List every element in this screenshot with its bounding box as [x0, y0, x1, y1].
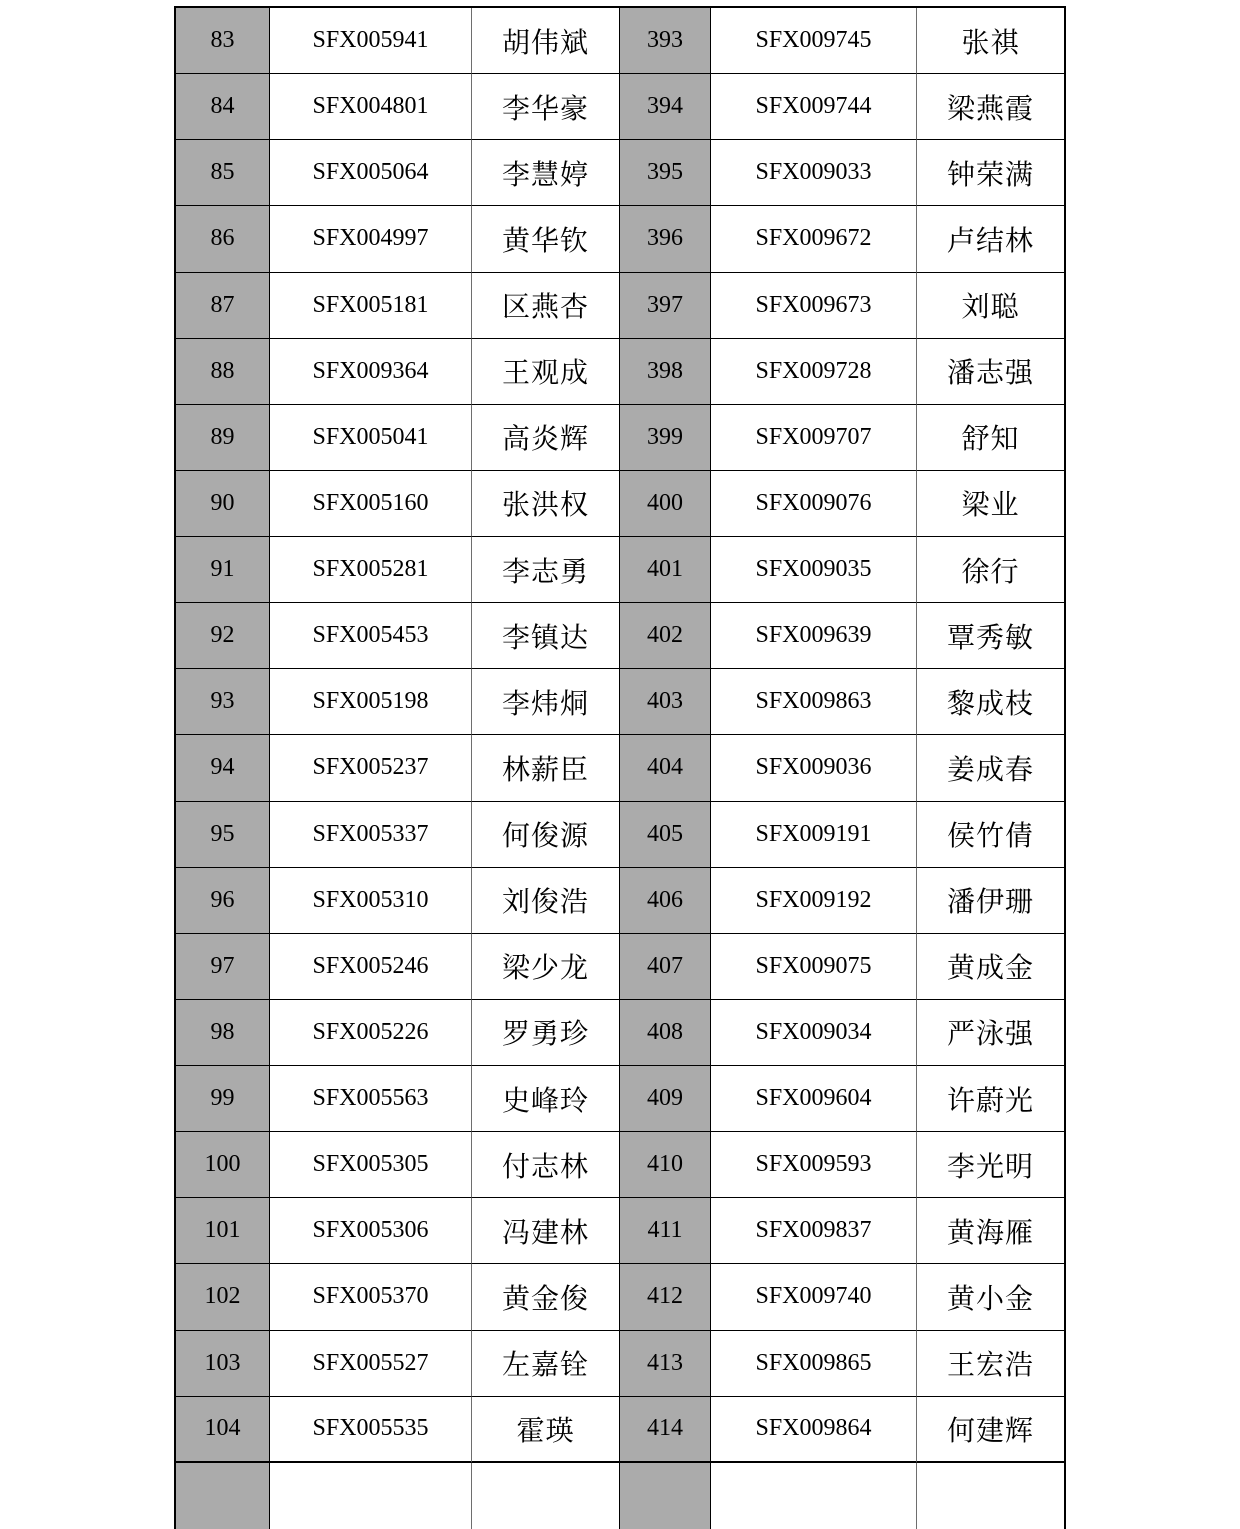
row-no-cell: 97	[176, 934, 270, 1000]
candidate-name-cell: 李志勇	[472, 537, 620, 603]
candidate-name-cell: 黄小金	[917, 1264, 1064, 1330]
candidate-id-cell: SFX005941	[270, 8, 472, 74]
candidate-id-cell: SFX004997	[270, 206, 472, 272]
row-no-cell: 101	[176, 1198, 270, 1264]
row-no-cell: 393	[620, 8, 711, 74]
row-no-cell: 412	[620, 1264, 711, 1330]
row-no-cell: 104	[176, 1397, 270, 1463]
candidate-id-cell: SFX009740	[711, 1264, 917, 1330]
row-no-cell: 95	[176, 802, 270, 868]
candidate-name-cell: 胡伟斌	[472, 8, 620, 74]
candidate-id-cell: SFX005453	[270, 603, 472, 669]
row-no-cell: 400	[620, 471, 711, 537]
candidate-name-cell: 覃秀敏	[917, 603, 1064, 669]
candidate-name-cell: 何建辉	[917, 1397, 1064, 1463]
candidate-id-cell: SFX005535	[270, 1397, 472, 1463]
row-no-cell: 103	[176, 1331, 270, 1397]
candidate-id-cell: SFX009191	[711, 802, 917, 868]
candidate-name-cell: 黄华钦	[472, 206, 620, 272]
candidate-name-cell: 刘聪	[917, 273, 1064, 339]
row-no-cell: 401	[620, 537, 711, 603]
row-no-cell	[176, 1463, 270, 1529]
row-no-cell: 405	[620, 802, 711, 868]
candidate-name-cell: 林薪臣	[472, 735, 620, 801]
row-no-cell: 84	[176, 74, 270, 140]
candidate-id-cell: SFX005305	[270, 1132, 472, 1198]
candidate-name-cell	[472, 1463, 620, 1529]
candidate-name-cell: 严泳强	[917, 1000, 1064, 1066]
candidate-name-cell: 区燕杏	[472, 273, 620, 339]
candidate-id-cell: SFX009593	[711, 1132, 917, 1198]
row-no-cell: 396	[620, 206, 711, 272]
row-no-cell: 398	[620, 339, 711, 405]
candidate-id-cell: SFX009075	[711, 934, 917, 1000]
row-no-cell: 91	[176, 537, 270, 603]
candidate-id-cell: SFX004801	[270, 74, 472, 140]
candidate-name-cell: 梁业	[917, 471, 1064, 537]
candidate-id-cell: SFX009639	[711, 603, 917, 669]
row-no-cell: 92	[176, 603, 270, 669]
candidate-name-cell: 高炎辉	[472, 405, 620, 471]
candidate-name-cell: 李镇达	[472, 603, 620, 669]
candidate-id-cell: SFX009863	[711, 669, 917, 735]
row-no-cell: 414	[620, 1397, 711, 1463]
candidate-id-cell: SFX009034	[711, 1000, 917, 1066]
row-no-cell: 403	[620, 669, 711, 735]
candidate-name-cell: 黄海雁	[917, 1198, 1064, 1264]
candidate-name-cell: 史峰玲	[472, 1066, 620, 1132]
row-no-cell: 98	[176, 1000, 270, 1066]
row-no-cell: 96	[176, 868, 270, 934]
candidate-id-cell: SFX009865	[711, 1331, 917, 1397]
candidate-name-cell: 王宏浩	[917, 1331, 1064, 1397]
candidate-id-cell: SFX005310	[270, 868, 472, 934]
candidate-name-cell: 李光明	[917, 1132, 1064, 1198]
candidate-name-cell: 梁燕霞	[917, 74, 1064, 140]
candidate-id-cell: SFX005306	[270, 1198, 472, 1264]
row-no-cell: 410	[620, 1132, 711, 1198]
candidate-name-cell: 潘志强	[917, 339, 1064, 405]
candidate-id-cell: SFX005226	[270, 1000, 472, 1066]
candidate-id-cell	[711, 1463, 917, 1529]
candidate-id-cell: SFX009364	[270, 339, 472, 405]
candidate-name-cell: 黄成金	[917, 934, 1064, 1000]
candidate-id-cell: SFX009036	[711, 735, 917, 801]
row-no-cell: 409	[620, 1066, 711, 1132]
candidate-name-cell: 李华豪	[472, 74, 620, 140]
candidate-id-cell: SFX005237	[270, 735, 472, 801]
candidate-id-cell: SFX005337	[270, 802, 472, 868]
candidate-name-cell: 许蔚光	[917, 1066, 1064, 1132]
candidate-id-cell: SFX009745	[711, 8, 917, 74]
candidate-name-cell: 梁少龙	[472, 934, 620, 1000]
candidate-id-cell: SFX005527	[270, 1331, 472, 1397]
candidate-name-cell: 黄金俊	[472, 1264, 620, 1330]
candidate-id-cell: SFX005064	[270, 140, 472, 206]
candidate-name-cell: 徐行	[917, 537, 1064, 603]
candidate-name-cell: 冯建林	[472, 1198, 620, 1264]
candidate-id-cell: SFX005281	[270, 537, 472, 603]
candidate-name-cell: 张洪权	[472, 471, 620, 537]
row-no-cell: 402	[620, 603, 711, 669]
candidate-id-cell: SFX005370	[270, 1264, 472, 1330]
candidate-id-cell: SFX009707	[711, 405, 917, 471]
candidate-name-cell: 李炜烔	[472, 669, 620, 735]
candidate-id-cell: SFX009744	[711, 74, 917, 140]
row-no-cell: 93	[176, 669, 270, 735]
candidate-name-cell	[917, 1463, 1064, 1529]
candidate-id-cell: SFX009035	[711, 537, 917, 603]
candidate-name-cell: 罗勇珍	[472, 1000, 620, 1066]
candidate-id-cell: SFX009673	[711, 273, 917, 339]
row-no-cell: 102	[176, 1264, 270, 1330]
row-no-cell: 85	[176, 140, 270, 206]
candidate-id-cell: SFX009033	[711, 140, 917, 206]
candidate-name-cell: 舒知	[917, 405, 1064, 471]
row-no-cell: 407	[620, 934, 711, 1000]
row-no-cell: 394	[620, 74, 711, 140]
candidate-name-cell: 钟荣满	[917, 140, 1064, 206]
row-no-cell: 99	[176, 1066, 270, 1132]
candidate-name-cell: 付志林	[472, 1132, 620, 1198]
row-no-cell	[620, 1463, 711, 1529]
row-no-cell: 395	[620, 140, 711, 206]
candidate-id-cell: SFX009672	[711, 206, 917, 272]
row-no-cell: 411	[620, 1198, 711, 1264]
row-no-cell: 89	[176, 405, 270, 471]
row-no-cell: 87	[176, 273, 270, 339]
row-no-cell: 413	[620, 1331, 711, 1397]
candidate-name-cell: 左嘉铨	[472, 1331, 620, 1397]
row-no-cell: 90	[176, 471, 270, 537]
row-no-cell: 100	[176, 1132, 270, 1198]
row-no-cell: 397	[620, 273, 711, 339]
row-no-cell: 408	[620, 1000, 711, 1066]
row-no-cell: 88	[176, 339, 270, 405]
candidate-name-cell: 刘俊浩	[472, 868, 620, 934]
roster-table	[174, 6, 1066, 1529]
candidate-id-cell: SFX009728	[711, 339, 917, 405]
candidate-name-cell: 黎成枝	[917, 669, 1064, 735]
candidate-id-cell	[270, 1463, 472, 1529]
candidate-id-cell: SFX005041	[270, 405, 472, 471]
candidate-id-cell: SFX005181	[270, 273, 472, 339]
candidate-id-cell: SFX009192	[711, 868, 917, 934]
row-no-cell: 404	[620, 735, 711, 801]
candidate-name-cell: 何俊源	[472, 802, 620, 868]
candidate-name-cell: 潘伊珊	[917, 868, 1064, 934]
row-no-cell: 86	[176, 206, 270, 272]
row-no-cell: 406	[620, 868, 711, 934]
candidate-id-cell: SFX009076	[711, 471, 917, 537]
row-no-cell: 83	[176, 8, 270, 74]
candidate-name-cell: 张祺	[917, 8, 1064, 74]
candidate-id-cell: SFX005160	[270, 471, 472, 537]
row-no-cell: 94	[176, 735, 270, 801]
row-no-cell: 399	[620, 405, 711, 471]
candidate-id-cell: SFX005563	[270, 1066, 472, 1132]
candidate-id-cell: SFX009604	[711, 1066, 917, 1132]
candidate-name-cell: 王观成	[472, 339, 620, 405]
candidate-name-cell: 霍瑛	[472, 1397, 620, 1463]
candidate-name-cell: 侯竹倩	[917, 802, 1064, 868]
candidate-id-cell: SFX009864	[711, 1397, 917, 1463]
candidate-id-cell: SFX005246	[270, 934, 472, 1000]
candidate-name-cell: 李慧婷	[472, 140, 620, 206]
candidate-id-cell: SFX005198	[270, 669, 472, 735]
candidate-name-cell: 卢结林	[917, 206, 1064, 272]
candidate-id-cell: SFX009837	[711, 1198, 917, 1264]
candidate-name-cell: 姜成春	[917, 735, 1064, 801]
